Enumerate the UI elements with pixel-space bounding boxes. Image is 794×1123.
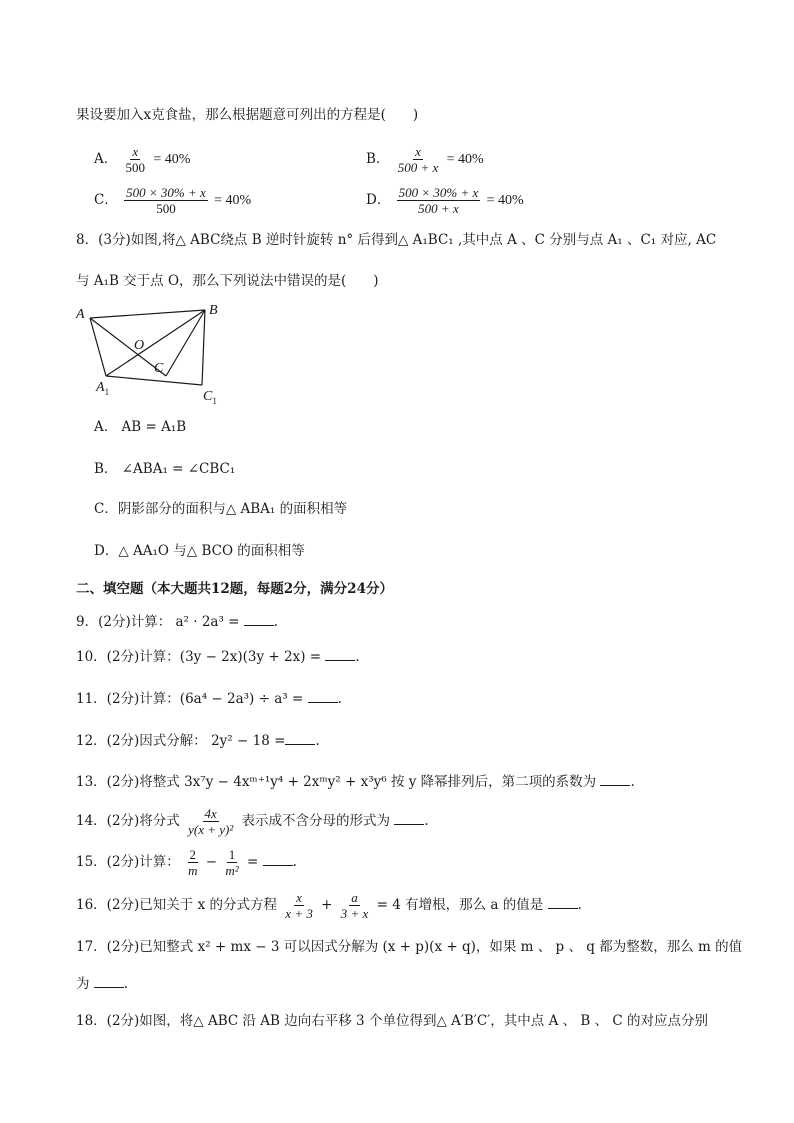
question-15 bbox=[76, 847, 297, 878]
option-label: B． bbox=[366, 151, 390, 167]
answer-blank[interactable] bbox=[325, 648, 355, 661]
period: . bbox=[315, 733, 320, 749]
numerator: 4x bbox=[204, 806, 217, 821]
period: . bbox=[292, 854, 297, 870]
question-11 bbox=[76, 690, 342, 708]
question-text: 10．(2分)计算：(3y − 2x)(3y + 2x) = bbox=[76, 649, 322, 665]
denominator: y(x + y)² bbox=[188, 822, 234, 837]
label-o: O bbox=[134, 338, 145, 353]
denominator: 500 bbox=[125, 160, 146, 175]
numerator: 1 bbox=[228, 847, 236, 862]
period: . bbox=[337, 691, 342, 707]
denominator: x + 3 bbox=[285, 906, 313, 921]
option-label: C． bbox=[94, 192, 118, 208]
segment-bc bbox=[166, 310, 205, 376]
q8-option-c[interactable]: C．阴影部分的面积与△ ABA₁ 的面积相等 bbox=[94, 501, 348, 517]
numerator: a bbox=[351, 890, 358, 905]
rotation-figure bbox=[72, 300, 232, 410]
segment-bc1 bbox=[202, 310, 205, 385]
question-10 bbox=[76, 648, 360, 666]
answer-blank[interactable] bbox=[548, 896, 578, 909]
rhs: = 40% bbox=[446, 152, 484, 167]
question-9 bbox=[76, 613, 278, 631]
fraction bbox=[397, 185, 481, 216]
denominator: 500 + x bbox=[397, 160, 439, 175]
denominator: m² bbox=[225, 863, 239, 878]
q8-option-a[interactable]: A． AB = A₁B bbox=[94, 419, 187, 435]
fraction bbox=[339, 890, 371, 921]
denominator: 3 + x bbox=[340, 906, 369, 921]
fraction bbox=[124, 144, 148, 175]
question-text: 9．(2分)计算： a² · 2a³ = bbox=[76, 614, 240, 630]
period: . bbox=[273, 614, 279, 630]
rhs: = 40% bbox=[214, 193, 252, 208]
q8-stem-line2: 与 A₁B 交于点 O，那么下列说法中错误的是( ) bbox=[76, 273, 379, 289]
answer-blank[interactable] bbox=[244, 613, 274, 626]
q8-stem-line1: 8．(3分)如图,将△ ABC绕点 B 逆时针旋转 n° 后得到△ A₁BC₁ ,其中点 A 、C 分别与点 A₁ 、C₁ 对应, AC bbox=[76, 232, 717, 248]
label-a1: $A_1$ bbox=[96, 380, 110, 397]
answer-blank[interactable] bbox=[285, 732, 315, 745]
label-c: C bbox=[154, 361, 164, 376]
question-text: 15．(2分)计算： bbox=[76, 854, 180, 870]
question-16 bbox=[76, 890, 582, 921]
fraction bbox=[396, 144, 441, 175]
q8-option-d[interactable]: D．△ AA₁O 与△ BCO 的面积相等 bbox=[94, 543, 305, 559]
period: . bbox=[630, 774, 635, 790]
answer-blank[interactable] bbox=[308, 690, 338, 703]
numerator: x bbox=[132, 144, 139, 159]
period: . bbox=[355, 649, 360, 665]
fraction bbox=[124, 185, 208, 216]
label-a: A bbox=[76, 307, 85, 322]
question-12 bbox=[76, 732, 320, 750]
rhs: = 40% bbox=[153, 152, 191, 167]
numerator: x bbox=[415, 144, 421, 159]
numerator: 2 bbox=[189, 847, 197, 862]
fraction bbox=[186, 806, 235, 837]
question-text: 13．(2分)将整式 3x⁷y − 4xᵐ⁺¹y⁴ + 2xᵐy² + x³y⁶ 按 y 降幂排列后，第二项的系数为 bbox=[76, 774, 597, 790]
q7-stem: 果设要加入x克食盐，那么根据题意可列出的方程是( ) bbox=[76, 107, 419, 123]
answer-blank[interactable] bbox=[600, 773, 630, 786]
fraction bbox=[223, 847, 240, 878]
q7-option-d[interactable] bbox=[366, 185, 524, 216]
minus-sign: − bbox=[205, 854, 218, 870]
numerator: x bbox=[296, 890, 302, 905]
q7-option-a[interactable] bbox=[94, 144, 190, 175]
equals-sign: = bbox=[247, 854, 259, 870]
question-14 bbox=[76, 806, 429, 837]
question-text: 14．(2分)将分式 bbox=[76, 813, 180, 829]
numerator: 500 × 30% + x bbox=[398, 185, 479, 200]
question-text: 16．(2分)已知关于 x 的分式方程 bbox=[76, 897, 277, 913]
answer-blank[interactable] bbox=[394, 812, 424, 825]
segment-a1c1 bbox=[106, 376, 202, 385]
rhs: = 40% bbox=[486, 193, 524, 208]
question-text: 11．(2分)计算：(6a⁴ − 2a³) ÷ a³ = bbox=[76, 691, 304, 707]
period: . bbox=[577, 897, 582, 913]
denominator: m bbox=[188, 863, 198, 878]
question-text: 为 bbox=[76, 976, 90, 992]
question-text-tail: = 4 有增根，那么 a 的值是 bbox=[376, 897, 544, 913]
fraction bbox=[283, 890, 315, 921]
question-17-line2 bbox=[76, 975, 128, 993]
segment-ab bbox=[90, 310, 205, 318]
period: . bbox=[123, 976, 129, 992]
question-text-tail: 表示成不含分母的形式为 bbox=[241, 813, 391, 829]
label-b: B bbox=[209, 303, 218, 318]
fraction bbox=[186, 847, 199, 878]
q7-option-b[interactable] bbox=[366, 144, 484, 175]
section-heading: 二、填空题（本大题共12题，每题2分，满分24分） bbox=[76, 581, 393, 597]
option-label: A． bbox=[94, 151, 118, 167]
plus-sign: + bbox=[321, 897, 333, 913]
label-c1: $C_1$ bbox=[203, 389, 217, 406]
answer-blank[interactable] bbox=[263, 853, 293, 866]
question-text: 12．(2分)因式分解： 2y² − 18 = bbox=[76, 733, 286, 749]
question-17-line1: 17．(2分)已知整式 x² + mx − 3 可以因式分解为 (x + p)(x + q)，如果 m 、 p 、 q 都为整数，那么 m 的值 bbox=[76, 939, 743, 955]
option-label: D． bbox=[366, 192, 391, 208]
numerator: 500 × 30% + x bbox=[126, 185, 206, 200]
answer-blank[interactable] bbox=[94, 975, 124, 988]
question-13 bbox=[76, 773, 635, 791]
q8-option-b[interactable]: B． ∠ABA₁ = ∠CBC₁ bbox=[94, 461, 236, 477]
question-18-line1: 18．(2分)如图，将△ ABC 沿 AB 边向右平移 3 个单位得到△ A′B′C′，其中点 A 、 B 、 C 的对应点分别 bbox=[76, 1013, 709, 1029]
denominator: 500 + x bbox=[418, 201, 459, 216]
denominator: 500 bbox=[156, 201, 176, 216]
q7-option-c[interactable] bbox=[94, 185, 251, 216]
segment-aa1 bbox=[90, 318, 106, 376]
period: . bbox=[424, 813, 429, 829]
